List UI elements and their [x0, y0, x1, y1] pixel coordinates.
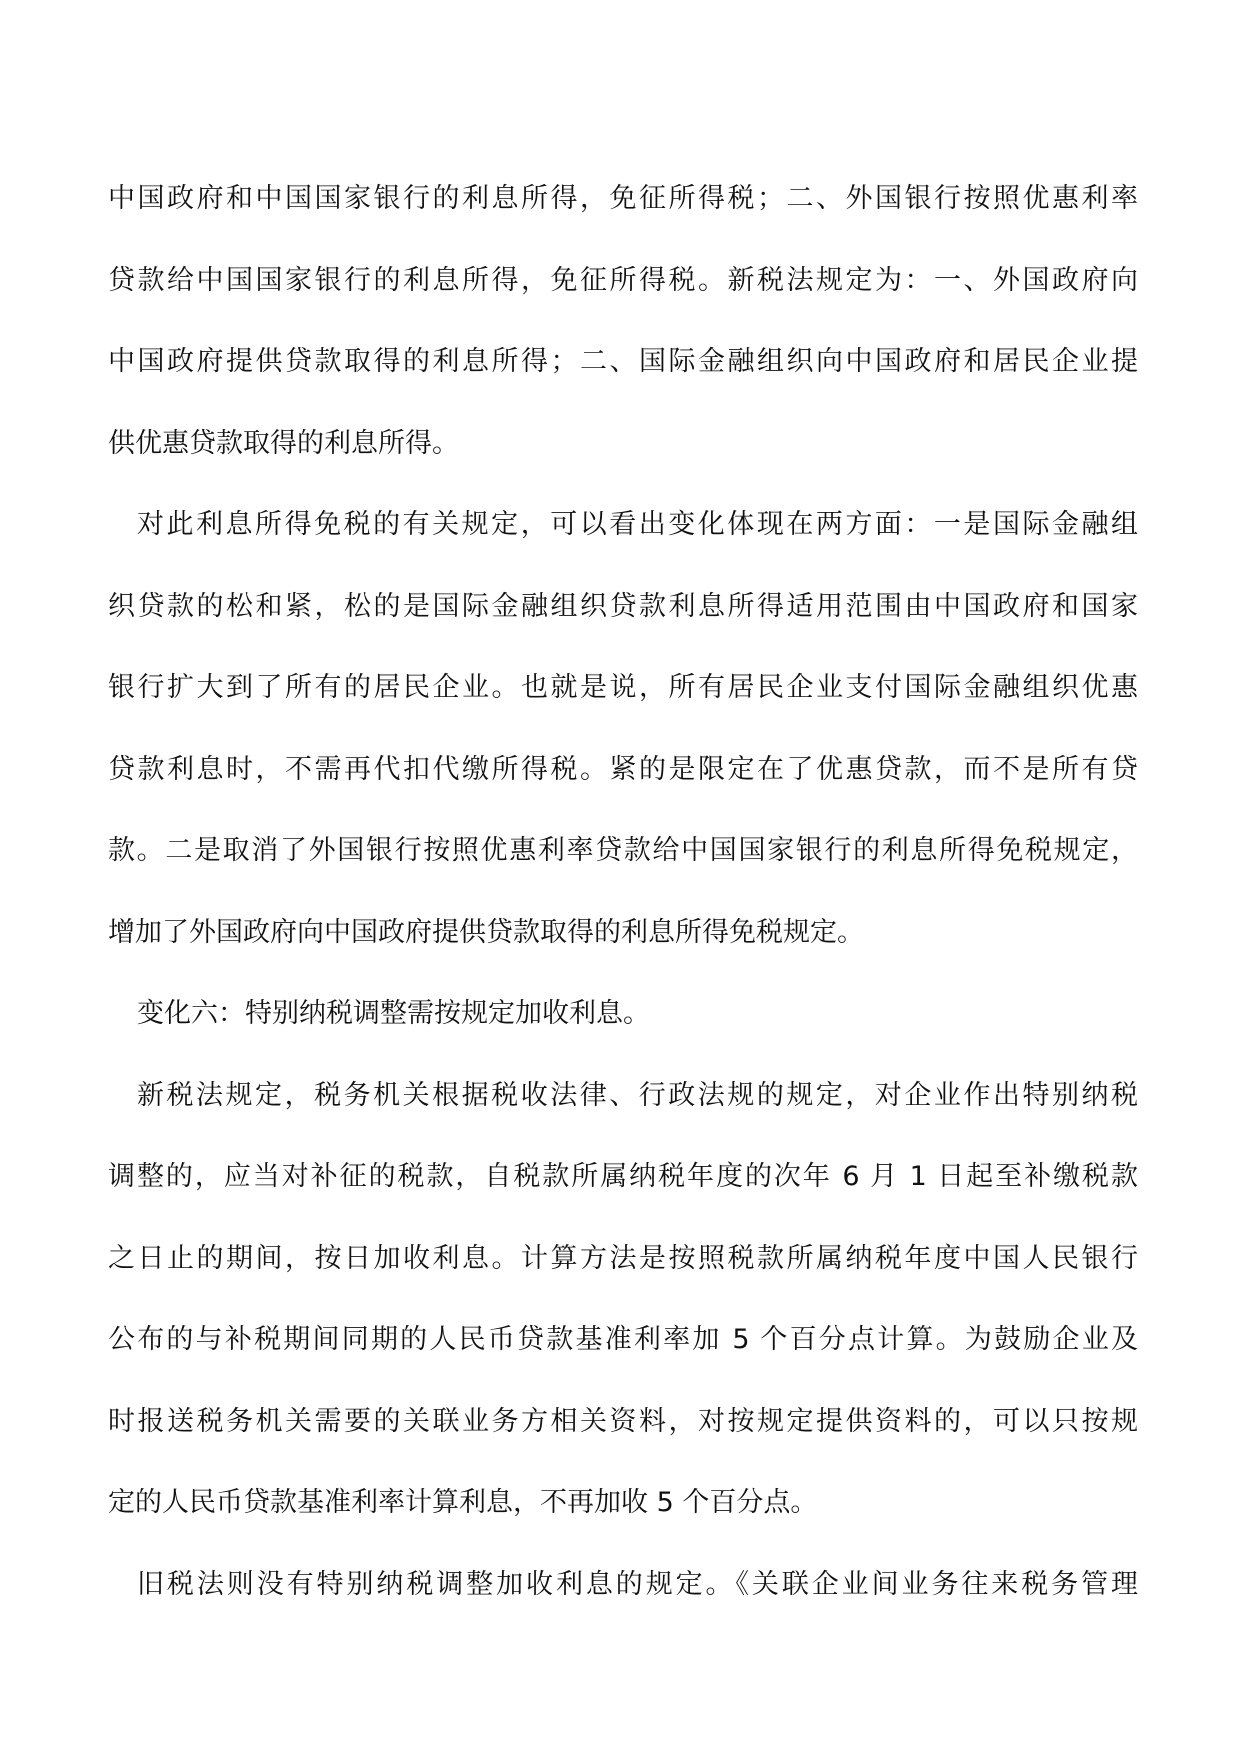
text-line: 贷款利息时，不需再代扣代缴所得税。紧的是限定在了优惠贷款，而不是所有贷	[108, 753, 1138, 785]
text-line: 时报送税务机关需要的关联业务方相关资料，对按规定提供资料的，可以只按规	[108, 1405, 1138, 1437]
text-line: 款。二是取消了外国银行按照优惠利率贷款给中国国家银行的利息所得免税规定，	[108, 835, 1138, 866]
text-line: 贷款给中国国家银行的利息所得，免征所得税。新税法规定为：一、外国政府向	[108, 264, 1138, 296]
text-line: 调整的，应当对补征的税款，自税款所属纳税年度的次年 6 月 1 日起至补缴税款	[108, 1161, 1138, 1192]
paragraph-first-line: 旧税法则没有特别纳税调整加收利息的规定。《关联企业间业务往来税务管理	[137, 1568, 1138, 1600]
document-body	[108, 158, 1138, 1625]
text-line: 供优惠贷款取得的利息所得。	[108, 427, 459, 459]
section-heading: 变化六：特别纳税调整需按规定加收利息。	[137, 998, 650, 1029]
text-line: 中国政府和中国国家银行的利息所得，免征所得税；二、外国银行按照优惠利率	[108, 183, 1138, 214]
text-line: 定的人民币贷款基准利率计算利息，不再加收 5 个百分点。	[108, 1487, 818, 1518]
text-line: 增加了外国政府向中国政府提供贷款取得的利息所得免税规定。	[108, 916, 864, 948]
paragraph-first-line: 新税法规定，税务机关根据税收法律、行政法规的规定，对企业作出特别纳税	[137, 1079, 1138, 1111]
text-line: 银行扩大到了所有的居民企业。也就是说，所有居民企业支付国际金融组织优惠	[108, 672, 1138, 703]
text-line: 之日止的期间，按日加收利息。计算方法是按照税款所属纳税年度中国人民银行	[108, 1242, 1138, 1274]
paragraph-first-line: 对此利息所得免税的有关规定，可以看出变化体现在两方面：一是国际金融组	[137, 509, 1138, 540]
text-line: 中国政府提供贷款取得的利息所得；二、国际金融组织向中国政府和居民企业提	[108, 346, 1138, 377]
text-line: 公布的与补税期间同期的人民币贷款基准利率加 5 个百分点计算。为鼓励企业及	[108, 1324, 1138, 1355]
text-line: 织贷款的松和紧，松的是国际金融组织贷款利息所得适用范围由中国政府和国家	[108, 590, 1138, 622]
